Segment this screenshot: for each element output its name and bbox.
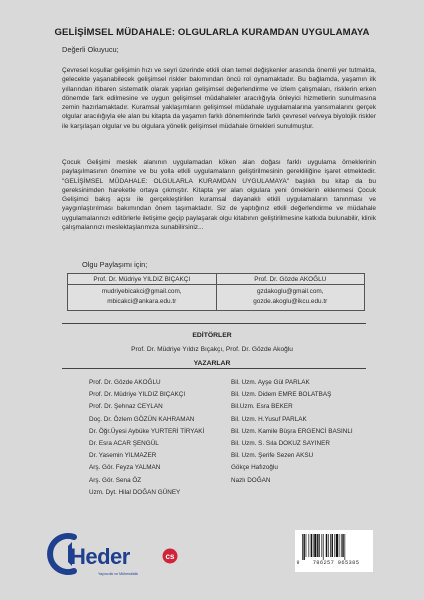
author-name: Bil. Uzm. Kamile Büşra ERGENCİ BASINLI bbox=[231, 427, 353, 435]
case-sharing-label: Olgu Paylaşımı için; bbox=[82, 260, 148, 269]
barcode-bar bbox=[306, 534, 307, 557]
barcode-bar bbox=[313, 534, 314, 557]
author-name: Dr. Yasemin YILMAZER bbox=[89, 452, 157, 460]
barcode-bar bbox=[323, 534, 324, 560]
author-name: Bil. Uzm. Ayşe Gül PARLAK bbox=[231, 379, 310, 386]
book-title: GELİŞİMSEL MÜDAHALE: OLGULARLA KURAMDAN UYGULAMAYA bbox=[54, 27, 370, 38]
authors-heading: YAZARLAR bbox=[193, 360, 231, 367]
author-name: Prof. Dr. Gözde AKOĞLU bbox=[89, 379, 161, 386]
contact-emails-1 bbox=[68, 285, 217, 311]
svg-text:cs: cs bbox=[165, 552, 175, 561]
author-name: Bil. Uzm. S. Sıla DOKUZ SAYINER bbox=[231, 439, 330, 447]
divider bbox=[62, 323, 366, 324]
editors-names: Prof. Dr. Müdriye Yıldız Bıçakçı, Prof. Dr. Gözde Akoğlu bbox=[131, 346, 293, 353]
barcode-bar bbox=[332, 534, 333, 557]
contact-emails-row bbox=[68, 285, 365, 311]
svg-text:Yayıncılık ve Mühendislik: Yayıncılık ve Mühendislik bbox=[98, 572, 139, 576]
editors-heading: EDİTÖRLER bbox=[192, 332, 232, 339]
contact-email[interactable]: mudriyebicakci@gmail.com, bbox=[101, 288, 182, 295]
contact-email[interactable]: mbicakci@ankara.edu.tr bbox=[107, 298, 177, 306]
call-paragraph: Çocuk Gelişimi meslek alanının uygulamadan köken alan doğası farklı uygulama örneklerinin paylaşılmasının önemine ve bu yolla etkili uygulamaların geliştirilmesinin gerekliliğine işaret etmektedir. "GELİŞİMSEL MÜDAHALE: OLGULARLA KURAMDAN UYGULAMAYA" başlıklı bu kitap da bu gereksinimden hareketle ortaya çıkmıştır. Kitapta yer alan olgulara yeni örneklerin eklenmesi Çocuk Gelişimci bakış açısı ile gerçekleştirilen kuramsal dayanaklı etkili uygulamaların tanınması ve yaygınlaştırılması bakımından önem taşımaktadır. Siz de yaptığınız etkili değerlendirme ve müdahale uygulamalarınızı editörlerle iletişime geçip paylaşarak olgu kitabının geliştirilmesine katkıda bulunabilir, klinik çalışmalarınızı meslektaşlarımıza sunabilirsiniz... bbox=[62, 159, 376, 232]
barcode-bar bbox=[303, 534, 304, 560]
barcode-digits: 786257 965385 bbox=[312, 560, 360, 566]
author-name: Doç. Dr. Özlem GÖZÜN KAHRAMAN bbox=[89, 415, 195, 423]
barcode-bar bbox=[321, 534, 322, 557]
author-name: Prof. Dr. Müdriye YILDIZ BIÇAKÇI bbox=[89, 391, 186, 399]
intro-paragraph: Çevresel koşullar gelişimin hızı ve seyri üzerinde etkili olan temel değişkenler arasında önemli yer tutmakta, gelecekte yaşanabilecek gelişimsel riskler bakımından öncü rol oynamaktadır. Bu bağlamda, yaşamın ilk yıllarından itibaren sistematik olarak yapılan gelişimsel değerlendirme ve izlem çalışmaları, risklerin erken dönemde fark edilmesine ve uygun gelişimsel müdahaleler aracılığıyla önleyici hizmetlerin sunulmasına zemin hazırlamaktadır. Kuramsal yaklaşımların gelişimsel müdahale uygulamalarına yansımalarını gerçek olgular aracılığıyla ele alan bu kitapta da yaşamın farklı dönemlerinde farklı çevresel ve/veya biyolojik riskler ile karşılaşan olgular ve bu olgulara yönelik gelişimsel müdahale örnekleri sunulmuştur. bbox=[62, 67, 376, 130]
barcode-bar bbox=[339, 534, 340, 557]
contact-emails-2 bbox=[216, 285, 365, 311]
contact-name-1: Prof. Dr. Müdriye YILDIZ BIÇAKÇI bbox=[68, 274, 217, 285]
barcode-bar bbox=[344, 534, 345, 560]
divider bbox=[62, 368, 366, 369]
author-name: Uzm. Dyt. Hilal DOĞAN GÜNEY bbox=[89, 488, 181, 496]
barcode-bar bbox=[308, 534, 309, 557]
contact-name-2: Prof. Dr. Gözde AKOĞLU bbox=[216, 274, 365, 285]
barcode-bar bbox=[302, 534, 303, 560]
contact-names-row bbox=[68, 274, 365, 285]
author-name: Arş. Gör. Feyza YALMAN bbox=[89, 464, 161, 472]
publisher-logo bbox=[46, 530, 196, 578]
author-name: Bil. Uzm. H.Yusuf PARLAK bbox=[231, 415, 307, 423]
barcode-bar bbox=[341, 534, 342, 557]
isbn-barcode bbox=[295, 530, 373, 572]
author-name: Dr. Öğr.Üyesi Aybüke YURTERİ TİRYAKİ bbox=[89, 427, 205, 435]
barcode-bar bbox=[334, 534, 335, 557]
author-name: Bil. Uzm. Şerife Sezen AKSU bbox=[231, 452, 314, 460]
svg-text:Heder: Heder bbox=[70, 544, 130, 569]
barcode-bar bbox=[336, 534, 338, 557]
barcode-bar bbox=[330, 534, 331, 557]
barcode-bar bbox=[311, 534, 312, 557]
contact-table bbox=[67, 273, 365, 311]
authors-right-column bbox=[231, 377, 353, 487]
barcode-bar bbox=[317, 534, 318, 557]
contact-email[interactable]: gozde.akoglu@ikcu.edu.tr bbox=[253, 298, 328, 306]
barcode-bars bbox=[301, 534, 367, 560]
contact-email[interactable]: gzdakoglu@gmail.com, bbox=[256, 288, 324, 295]
barcode-lead-digit: 9 bbox=[296, 560, 300, 566]
author-name: Bil. Uzm. Didem EMRE BOLATBAŞ bbox=[231, 391, 332, 399]
author-name: Dr. Esra ACAR ŞENGÜL bbox=[89, 439, 159, 447]
author-name: Arş. Gör. Sena ÖZ bbox=[89, 476, 142, 484]
authors-left-column bbox=[89, 377, 204, 499]
author-name: Nazlı DOĞAN bbox=[231, 476, 271, 484]
author-name: Gökçe Hafızoğlu bbox=[231, 464, 278, 472]
barcode-bar bbox=[314, 534, 316, 557]
barcode-bar bbox=[319, 534, 320, 557]
barcode-bar bbox=[328, 534, 329, 557]
salutation: Değerli Okuyucu; bbox=[62, 45, 119, 54]
barcode-bar bbox=[342, 534, 343, 557]
author-name: Bil.Uzm. Esra BEKER bbox=[231, 403, 293, 411]
barcode-bar bbox=[326, 534, 327, 557]
author-name: Prof. Dr. Şehnaz CEYLAN bbox=[89, 403, 163, 411]
